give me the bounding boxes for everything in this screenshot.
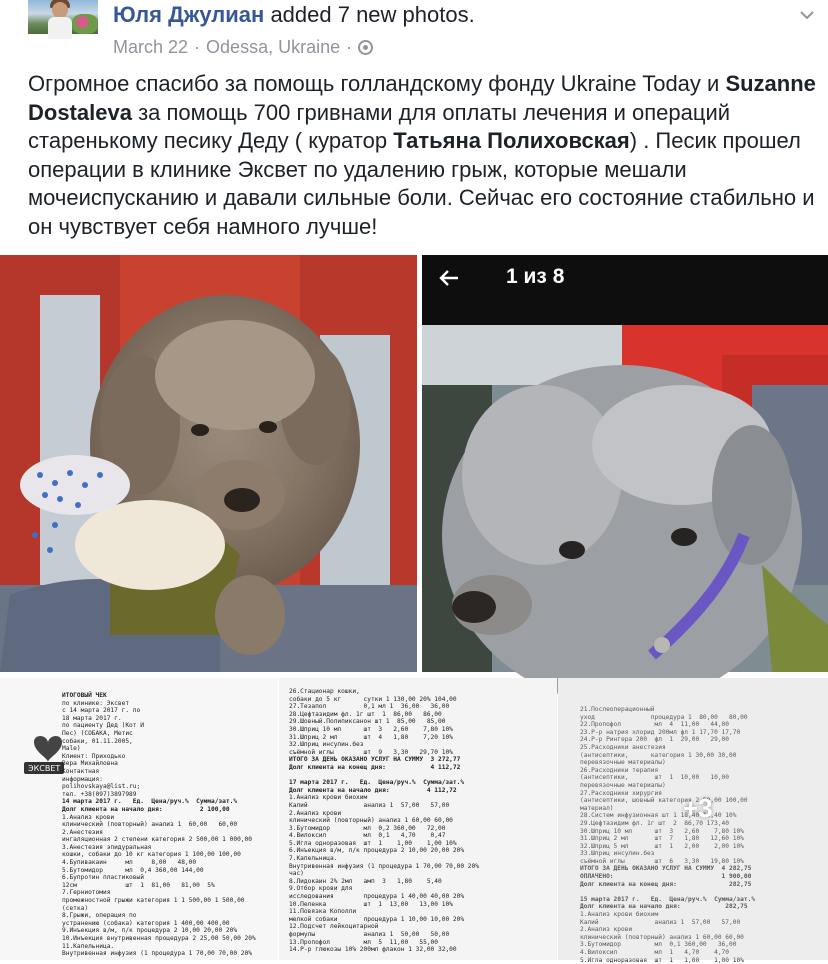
receipt-line: 12см шт 1 81,00 81,00 5%: [62, 881, 215, 889]
receipt-line: (антисептики, шт 1 10,00 10,00: [580, 774, 730, 782]
receipt-line: 6.Инъекция в/м, п/к процедура 2 10,00 20,00 20%: [289, 847, 465, 855]
receipt-line: 31.Шприц 2 мл шт 4 1,80 7,20 10%: [289, 733, 453, 741]
author-line: [113, 2, 475, 28]
receipt-line: исследования процедура 1 40,00 40,00 20%: [289, 893, 465, 901]
receipt-line: polihovskaya@list.ru;: [62, 783, 141, 791]
receipt-line: клинический (повторный) анализ 1 60,00 60,00: [289, 817, 453, 825]
receipt-line: промежностной грыжи категория 1 1 500,00 1 500,00: [62, 897, 245, 905]
meta-separator: ·: [194, 37, 201, 57]
receipt-line: информация:: [62, 775, 103, 783]
receipt-line: 5.Игла одноразовая шт 1 1,00 1,00 10%: [580, 956, 744, 964]
receipt-line: 24.Р-р Рингера 200 фл 1 29,00 29,00: [580, 736, 730, 744]
more-photos-count: +3: [683, 793, 713, 823]
receipt-line: 9.Инъекция в/м, п/к процедура 2 10,00 20,00 20%: [62, 927, 238, 935]
receipt-line: 4.Вилоксил мл 1 4,70 4,70: [580, 949, 730, 956]
post-mention-link[interactable]: Suzanne Dostaleva: [28, 71, 816, 125]
receipt-line: 32.Шприц инсулин.без: [289, 741, 364, 749]
receipt-line: 9.Отбор крови для: [289, 885, 353, 893]
receipt-line: 8.Лидокаин 2% 2мл амп 3 1,80 5,40: [289, 877, 442, 885]
viewer-bar: [422, 255, 828, 301]
receipt-line: 8.Грыжи, операция по: [62, 912, 137, 920]
receipt-line: 18 марта 2017 г.: [62, 714, 122, 722]
post-meta: [113, 36, 373, 58]
receipt-line: 2.Анестезия: [62, 828, 103, 836]
receipt-line: час): [289, 870, 304, 878]
more-photos-overlay[interactable]: [558, 678, 828, 960]
receipt-line: клинический (повторный) анализ 1 60,00 60,00: [580, 933, 744, 941]
receipt-line: 6.Бупротин пластиковый: [62, 874, 144, 882]
receipt-line: Male): [62, 745, 81, 753]
receipt-photo-2[interactable]: [279, 678, 557, 960]
receipt-line: 5.Бутомидор мл 0,4 360,00 144,00: [62, 866, 204, 874]
dog-closeup-illustration: [422, 325, 828, 672]
receipt-line: 30.Шприц 10 мл шт 3 2,60 7,80 10%: [289, 725, 453, 733]
receipt-line: 14.Р-р глюкозы 10% 200мл флакон 1 32,00 32,00: [289, 946, 457, 954]
post-header: [0, 0, 828, 66]
receipt-text-1: [62, 692, 256, 958]
receipt-line: 3.Бутомидор мл 0,2 360,00 72,00: [289, 824, 446, 832]
receipt-line: [289, 772, 479, 780]
receipt-line: ОПЛАЧЕНО: 1 900,00: [580, 873, 752, 881]
receipt-line: 7.Герниотомия: [62, 889, 111, 897]
avatar-background: [72, 14, 98, 34]
chevron-down-icon[interactable]: [798, 6, 816, 24]
receipt-line: 10.Инъекция внутривенная процедура 2 25,00 50,00 20%: [62, 935, 256, 942]
post-text-segment: за помощь 700 гривнами для оплаты лечения и операций старенькому песику Деду ( куратор: [28, 99, 731, 153]
receipt-line: 1.Анализ крови: [62, 813, 115, 821]
dog-closeup-photo: [422, 325, 828, 672]
receipt-photo-3[interactable]: [558, 678, 828, 964]
receipt-line: мелкой собаки процедура 1 10,00 10,00 20%: [289, 915, 465, 923]
receipt-photo-1[interactable]: [0, 678, 278, 960]
receipt-line: 11.Капельница.: [62, 942, 115, 950]
receipt-line: 29.Шовный.Полипиксанон шт 1 85,00 85,00: [289, 718, 446, 726]
receipt-line: 28.Систем инфузионная шт 1 18,40 16,40 10%: [580, 812, 737, 820]
receipt-line: 22.Пропофол мл 4 11,00 44,00: [580, 721, 730, 729]
receipt-line: ИТОГО ЗА ДЕНЬ ОКАЗАНО УСЛУГ НА СУММУ 4 282,75: [580, 865, 752, 873]
receipt-line: 1.Анализ крови биохим: [289, 794, 368, 802]
receipt-line: уход процедура 1 80,00 80,00: [580, 713, 748, 721]
receipt-line: съёмной иглы шт 6 3,30 19,80 10%: [580, 857, 744, 865]
photo-viewer[interactable]: [422, 255, 828, 672]
receipt-line: 27.Расходники хирургия: [580, 789, 662, 797]
receipt-line: формулы анализ 1 50,00 50,00: [289, 931, 450, 938]
avatar-torso: [48, 17, 72, 39]
receipt-line: 12.Подсчет лейкоцитарной: [289, 923, 379, 931]
receipt-line: 15 марта 2017 г. Ед. Цена/руч.% Сумма/зат.%: [580, 895, 756, 903]
receipt-line: 30.Шприц 10 мл шт 3 2,60 7,80 10%: [580, 827, 744, 835]
receipt-line: 3.Анестезия эпидуральная: [62, 843, 152, 851]
receipt-line: 3.Бутомидор мл 0,1 360,00 36,00: [580, 941, 737, 949]
receipt-line: 1.Анализ крови биохим: [580, 911, 659, 919]
receipt-line: 26.Стационар кошки,: [289, 688, 360, 695]
receipt-line: 27.Тезапол 0,1 мл 1 36,00 36,00: [289, 703, 450, 711]
receipt-line: (сетка): [62, 904, 89, 912]
receipt-line: (антисептики, категория 1 30,00 30,00: [580, 751, 737, 759]
receipt-line: съёмной иглы шт 9 3,30 29,70 10%: [289, 748, 453, 756]
photo-dog-held[interactable]: [0, 255, 417, 672]
receipt-line: Долг клиента на начало дня: 282,75: [580, 903, 748, 911]
receipt-line: (антисептики, шовный категория 2 50,00 100,00: [580, 797, 748, 805]
receipt-line: 29.Цефтазидим фл. 1г шт 2 86,70 173,40: [580, 819, 730, 827]
receipt-line: Долг клиента на конец дня: 4 112,72: [289, 763, 461, 771]
receipt-line: 31.Шприц 2 мл шт 7 1,80 12,60 10%: [580, 835, 744, 843]
receipt-line: 21.Послеоперационный: [580, 706, 655, 713]
receipt-line: устранению (собака) категория 1 400,00 400,00: [62, 919, 230, 927]
receipt-line: 4.Бупивакаин мл 8,00 48,00: [62, 859, 197, 867]
meta-separator: ·: [346, 37, 353, 57]
receipt-line: 25.Расходники анестезия: [580, 743, 666, 751]
receipt-line: Вера Михайловна: [62, 760, 118, 768]
receipt-line: 14 марта 2017 г. Ед. Цена/руч.% Сумма/зат.%: [62, 798, 238, 806]
receipt-line: перевязочные материалы): [580, 759, 666, 767]
receipt-line: ИТОГОВЫЙ ЧЕК: [62, 692, 107, 699]
viewer-counter: 1 из 8: [506, 265, 565, 288]
avatar[interactable]: [28, 0, 98, 34]
receipt-line: Калий анализ 1 57,00 57,00: [289, 801, 450, 809]
receipt-line: Калий анализ 1 57,00 57,00: [580, 918, 741, 926]
receipt-line: 13.Пропофол мл 5 11,00 55,00: [289, 938, 439, 946]
receipt-line: 33.Шприц инсулин.без: [580, 850, 655, 858]
receipt-line: ингаляционная 2 степени категория 2 500,00 1 000,00: [62, 836, 252, 844]
receipt-line: с 14 марта 2017 г. по: [62, 707, 141, 715]
dog-held-illustration: [0, 255, 417, 672]
receipt-line: 5.Игла одноразовая шт 1 1,00 1,00 10%: [289, 839, 457, 847]
back-arrow-icon[interactable]: [438, 267, 460, 289]
post-text-segment: Огромное спасибо за помощь голландскому фонду Ukraine Today и: [28, 71, 726, 96]
clinic-logo-text: ЭКСВЕТ: [28, 764, 61, 773]
receipt-line: 10.Пеленка шт 1 13,00 13,00 10%: [289, 900, 453, 908]
receipt-line: Долг клиента на начало дня: 2 100,00: [62, 805, 230, 813]
receipt-line: перевязочные материалы): [580, 781, 666, 789]
receipt-line: 11.Повязка Кополли: [289, 908, 357, 916]
receipt-line: клинический (повторный) анализ 1 60,00 60,00: [62, 821, 238, 829]
receipt-text-2: [289, 688, 479, 954]
receipt-line: 32.Шприц 5 мл шт 1 2,00 2,00 10%: [580, 842, 744, 850]
receipt-line: Долг клиента на начало дня: 4 112,72: [289, 786, 457, 794]
receipt-line: собаки, 01.11.2005,: [62, 737, 133, 745]
post-mention-link[interactable]: Татьяна Полиховская: [393, 128, 630, 153]
receipt-line: Внутривенная инфузия (1 процедура 1 70,00 70,00 20%: [62, 950, 252, 958]
receipt-line: 2.Анализ крови: [289, 809, 342, 817]
receipt-line: Клиент: Приходько: [62, 752, 126, 760]
receipt-line: Пес) (СОБАКА, Метис: [62, 729, 133, 737]
receipt-line: по клинике: Эксвет: [62, 699, 130, 707]
author-name-link[interactable]: Юля Джулиан: [113, 2, 265, 27]
receipt-line: ИТОГО ЗА ДЕНЬ ОКАЗАНО УСЛУГ НА СУММУ 3 272,77: [289, 756, 461, 764]
globe-icon[interactable]: [358, 40, 373, 55]
receipt-line: 28.Цефтазидим фл. 1г шт 1 86,00 86,00: [289, 710, 442, 718]
post-date-link[interactable]: March 22: [113, 37, 189, 57]
receipt-line: тел. +38(097)3897989: [62, 790, 137, 798]
receipt-line: 4.Вилоксил мл 0,1 4,70 0,47: [289, 832, 446, 840]
receipt-line: 26.Расходники терапия: [580, 766, 659, 774]
receipt-line: 2.Анализ крови: [580, 926, 633, 934]
receipt-line: по пациенту Дед (Кот И: [62, 722, 144, 730]
receipt-line: 23.Р-р натрия хлорид 200мл фл 1 17,70 17,70: [580, 728, 741, 736]
receipt-line: Долг клиента на конец дня: 282,75: [580, 880, 752, 888]
receipt-line: собаки до 5 кг сутки 1 130,00 20% 104,00: [289, 695, 457, 703]
post-location-link[interactable]: Odessa, Ukraine: [206, 37, 341, 57]
receipt-line: материал): [580, 804, 614, 812]
avatar-head: [52, 2, 68, 18]
receipt-line: 17 марта 2017 г. Ед. Цена/руч.% Сумма/зат.%: [289, 779, 465, 787]
post-text-segment: ) . Песик прошел операции в клинике Эксвет по удалению грыж, которые мешали мочеиспусканию и давали сильные боли. Сейчас его состояние стабильно и он чувствует себя намного лучше!: [28, 128, 815, 239]
receipt-line: 7.Капельница.: [289, 855, 338, 863]
post-text: [28, 70, 818, 241]
receipt-line: Контактная: [62, 767, 100, 775]
post-action-text: added 7 new photos.: [270, 2, 475, 27]
receipt-line: Внутривенная инфузия (1 процедура 1 70,00 70,00 20%: [289, 862, 479, 870]
receipt-line: кошки, собаки до 10 кг категория 1 100,00 100,00: [62, 851, 241, 859]
